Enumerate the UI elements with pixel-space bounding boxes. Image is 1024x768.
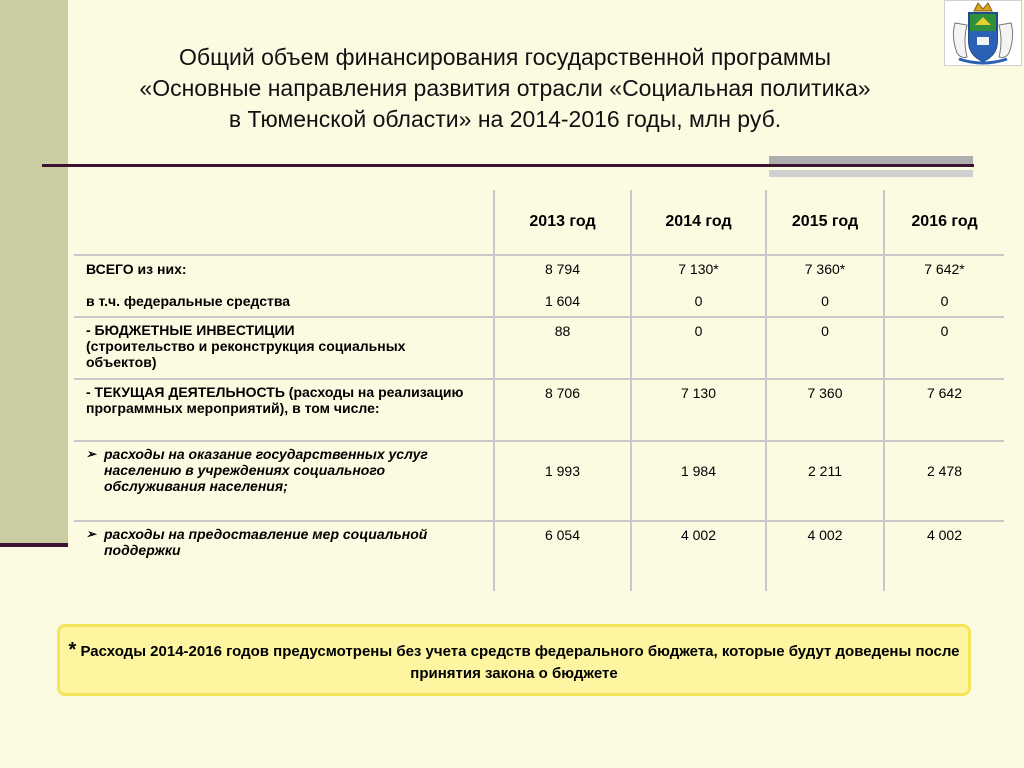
header-year: 2016 год bbox=[884, 190, 1004, 255]
value-cell: 8 706 bbox=[494, 379, 631, 441]
total-2014: 7 130* bbox=[678, 261, 719, 277]
sidebar-accent-line bbox=[0, 543, 68, 547]
investments-label-rest: (строительство и реконструкция социальных объектов) bbox=[86, 338, 406, 370]
value-cell: 0 bbox=[884, 317, 1004, 379]
header-year: 2015 год bbox=[766, 190, 884, 255]
table-row-total bbox=[74, 255, 1004, 317]
services-label: расходы на оказание государственных услуг населению в учреждениях социального обслуживания населения; bbox=[104, 446, 428, 494]
table-row-support bbox=[74, 521, 1004, 591]
value-cell bbox=[884, 441, 1004, 521]
arrow-bullet-icon: ➢ bbox=[86, 527, 97, 541]
row-label bbox=[74, 379, 494, 441]
title-line-1: Общий объем финансирования государственной программы bbox=[179, 44, 831, 70]
federal-label: в т.ч. федеральные средства bbox=[86, 293, 291, 309]
title-divider bbox=[42, 164, 974, 167]
value-cell: 4 002 bbox=[631, 521, 766, 591]
federal-2014: 0 bbox=[694, 293, 703, 309]
value-cell bbox=[766, 441, 884, 521]
federal-2016: 0 bbox=[940, 293, 949, 309]
total-label: ВСЕГО из них: bbox=[86, 261, 187, 277]
current-label-rest: (расходы на реализацию программных мероприятий), в том числе: bbox=[86, 384, 464, 416]
table-row-services bbox=[74, 441, 1004, 521]
header-year: 2013 год bbox=[494, 190, 631, 255]
row-label bbox=[74, 255, 494, 317]
services-2015: 2 211 bbox=[808, 463, 842, 479]
value-cell: 88 bbox=[494, 317, 631, 379]
services-2016: 2 478 bbox=[926, 463, 963, 479]
financing-table bbox=[74, 190, 1004, 591]
title-line-3: в Тюменской области» на 2014-2016 годы, млн руб. bbox=[228, 106, 782, 132]
footnote-text: Расходы 2014-2016 годов предусмотрены без учета средств федерального бюджета, которые будут доведены после принятия закона о бюджете bbox=[76, 643, 960, 682]
current-label-bold: - ТЕКУЩАЯ ДЕЯТЕЛЬНОСТЬ bbox=[86, 384, 285, 400]
table-row-current bbox=[74, 379, 1004, 441]
value-cell bbox=[631, 255, 766, 317]
header-year: 2014 год bbox=[631, 190, 766, 255]
row-label bbox=[74, 521, 494, 591]
investments-label-bold: - БЮДЖЕТНЫЕ ИНВЕСТИЦИИ bbox=[86, 322, 295, 338]
value-cell bbox=[494, 441, 631, 521]
support-label: расходы на предоставление мер социальной поддержки bbox=[104, 526, 428, 558]
footnote-star: * bbox=[68, 639, 77, 661]
value-cell: 6 054 bbox=[494, 521, 631, 591]
table-row-investments bbox=[74, 317, 1004, 379]
services-2013: 1 993 bbox=[544, 463, 581, 479]
total-2015: 7 360* bbox=[804, 261, 846, 277]
value-cell: 7 130 bbox=[631, 379, 766, 441]
value-cell bbox=[494, 255, 631, 317]
value-cell bbox=[631, 441, 766, 521]
total-2016: 7 642* bbox=[924, 261, 965, 277]
title-line-2: «Основные направления развития отрасли «Социальная политика» bbox=[139, 75, 871, 101]
footnote-box bbox=[57, 624, 971, 696]
value-cell: 0 bbox=[766, 317, 884, 379]
page-title bbox=[40, 42, 970, 135]
value-cell: 0 bbox=[631, 317, 766, 379]
value-cell bbox=[884, 255, 1004, 317]
value-cell: 7 360 bbox=[766, 379, 884, 441]
federal-2015: 0 bbox=[821, 293, 829, 309]
arrow-bullet-icon: ➢ bbox=[86, 447, 97, 461]
federal-2013: 1 604 bbox=[544, 293, 581, 309]
row-label bbox=[74, 441, 494, 521]
value-cell bbox=[766, 255, 884, 317]
header-empty-cell bbox=[74, 190, 494, 255]
table-header-row bbox=[74, 190, 1004, 255]
title-accent-bar-light bbox=[769, 170, 973, 177]
value-cell: 4 002 bbox=[884, 521, 1004, 591]
support-bullet-item bbox=[86, 526, 479, 558]
services-bullet-item bbox=[86, 446, 479, 494]
row-label bbox=[74, 317, 494, 379]
value-cell: 7 642 bbox=[884, 379, 1004, 441]
value-cell: 4 002 bbox=[766, 521, 884, 591]
total-2013: 8 794 bbox=[544, 261, 581, 277]
services-2014: 1 984 bbox=[680, 463, 717, 479]
